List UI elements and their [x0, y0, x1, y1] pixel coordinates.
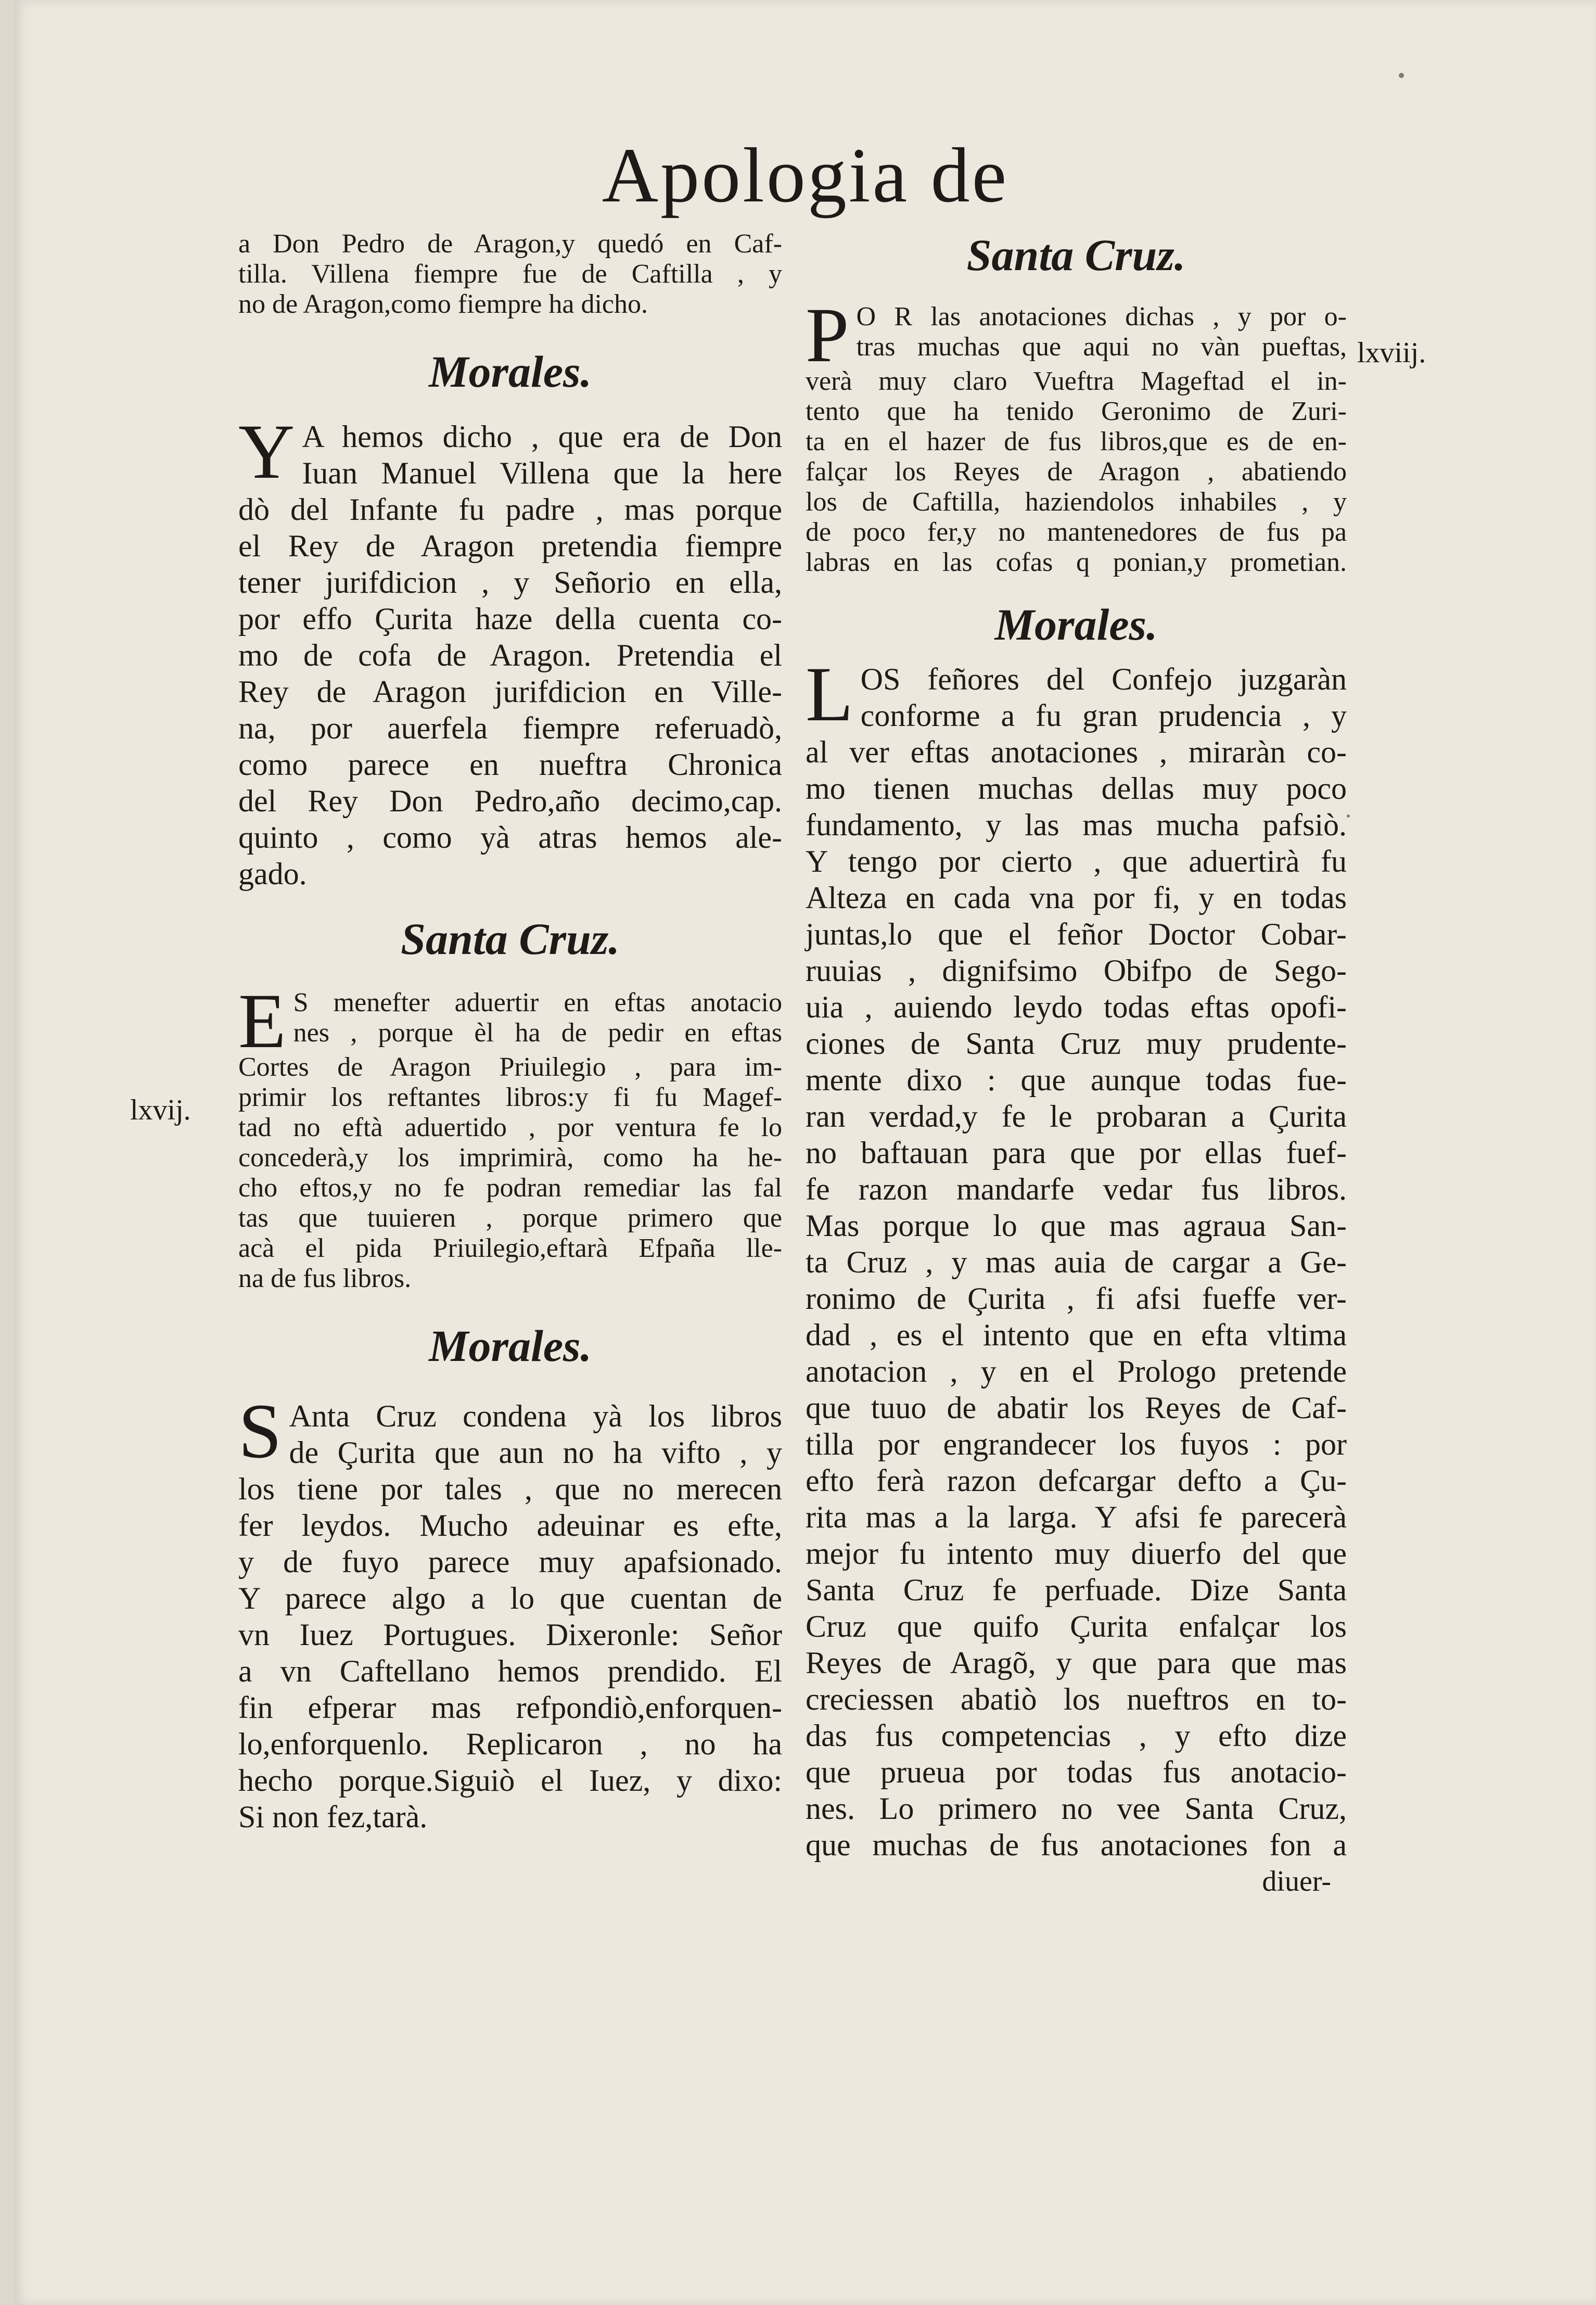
text-line: fin efperar mas refpondiò,enforquen-	[238, 1690, 782, 1725]
text-line: tilla por engrandecer los fuyos : por	[806, 1427, 1347, 1461]
text-line: tento que ha tenido Geronimo de Zuri-	[806, 397, 1347, 426]
text-line: ta Cruz , y mas auia de cargar a Ge-	[806, 1245, 1347, 1279]
text-line: juntas,lo que el feñor Doctor Cobar-	[806, 917, 1347, 951]
ink-speck	[1347, 814, 1350, 818]
text-line: nes. Lo primero no vee Santa Cruz,	[806, 1791, 1347, 1826]
paragraph	[238, 1388, 782, 1835]
text-line: uia , auiendo leydo todas eftas opofi-	[806, 990, 1347, 1024]
text-line: Cruz que quifo Çurita enfalçar los	[806, 1609, 1347, 1644]
text-line: A hemos dicho , que era de Don	[302, 419, 782, 454]
text-line: concederà,y los imprimirà, como ha he-	[238, 1143, 782, 1173]
section-heading: Morales.	[994, 600, 1158, 650]
paragraph	[238, 978, 782, 1294]
text-line: ran verdad,y fe le probaran a Çurita	[806, 1099, 1347, 1134]
section-heading: Santa Cruz.	[966, 230, 1186, 280]
text-line: O R las anotaciones dichas , y por o-	[856, 302, 1347, 332]
text-line: mejor fu intento muy diuerfo del que	[806, 1536, 1347, 1571]
text-line: primir los reftantes libros:y fi fu Magef-	[238, 1083, 782, 1112]
paragraph	[806, 651, 1347, 1863]
text-line: mo de cofa de Aragon. Pretendia el	[238, 638, 782, 672]
text-line: verà muy claro Vueftra Mageftad el in-	[806, 366, 1347, 396]
text-line: los de Caftilla, haziendolos inhabiles , y	[806, 487, 1347, 517]
text-line: Rey de Aragon jurifdicion en Ville-	[238, 674, 782, 709]
text-line: Iuan Manuel Villena que la here	[302, 456, 782, 490]
text-line: tener jurifdicion , y Señorio en ella,	[238, 565, 782, 600]
text-line: tad no eftà aduertido , por ventura fe lo	[238, 1113, 782, 1142]
text-line: a vn Caftellano hemos prendido. El	[238, 1654, 782, 1688]
text-line: por effo Çurita haze della cuenta co-	[238, 602, 782, 636]
text-line: que muchas de fus anotaciones fon a	[806, 1828, 1347, 1862]
text-line: que tuuo de abatir los Reyes de Caf-	[806, 1391, 1347, 1425]
text-line: Si non fez,tarà.	[238, 1800, 428, 1834]
text-line: S menefter aduertir en eftas anotacio	[293, 988, 782, 1017]
text-line: hecho porque.Siguiò el Iuez, y dixo:	[238, 1763, 782, 1798]
text-line: OS feñores del Confejo juzgaràn	[860, 662, 1347, 696]
text-line: na de fus libros.	[238, 1264, 412, 1293]
running-head: Apologia de	[602, 132, 1009, 219]
section-heading: Santa Cruz.	[401, 914, 620, 964]
page-leaf	[15, 0, 1596, 2305]
text-line: conforme a fu gran prudencia , y	[860, 698, 1347, 733]
ink-speck	[1399, 73, 1404, 78]
text-line: ronimo de Çurita , fi afsi fueffe ver-	[806, 1281, 1347, 1316]
text-line: los tiene por tales , que no merecen	[238, 1472, 782, 1506]
text-line: tas que tuuieren , porque primero que	[238, 1203, 782, 1233]
text-line: como parece en nueftra Chronica	[238, 747, 782, 782]
text-line: na, por auerfela fiempre referuadò,	[238, 711, 782, 745]
text-line: no baftauan para que por ellas fuef-	[806, 1136, 1347, 1170]
text-line: Y parece algo a lo que cuentan de	[238, 1581, 782, 1615]
text-line: mo tienen muchas dellas muy poco	[806, 771, 1347, 806]
text-line: Mas porque lo que mas agraua San-	[806, 1208, 1347, 1243]
text-line: a Don Pedro de Aragon,y quedó en Caf-	[238, 229, 782, 259]
text-line: que prueua por todas fus anotacio-	[806, 1755, 1347, 1789]
drop-cap: S	[238, 1388, 282, 1474]
paragraph	[806, 292, 1347, 578]
text-line: mente dixo : que aunque todas fue-	[806, 1063, 1347, 1097]
section-heading: Morales.	[429, 1321, 592, 1371]
text-line: fe razon mandarfe vedar fus libros.	[806, 1172, 1347, 1206]
text-line: gado.	[238, 857, 307, 891]
text-line: creciessen abatiò los nueftros en to-	[806, 1682, 1347, 1716]
text-line: dad , es el intento que en efta vltima	[806, 1318, 1347, 1352]
left-column	[238, 229, 782, 1835]
text-line: de poco fer,y no mantenedores de fus pa	[806, 517, 1347, 547]
drop-cap: L	[806, 651, 853, 737]
text-line: lo,enforquenlo. Replicaron , no ha	[238, 1727, 782, 1761]
text-line: al ver eftas anotaciones , miraràn co-	[806, 735, 1347, 769]
text-line: no de Aragon,como fiempre ha dicho.	[238, 289, 648, 319]
drop-cap: Y	[238, 409, 295, 495]
text-line: rita mas a la larga. Y afsi fe parecerà	[806, 1500, 1347, 1534]
text-line: Anta Cruz condena yà los libros	[289, 1399, 782, 1433]
text-line: labras en las cofas q ponian,y prometian.	[806, 547, 1347, 577]
text-line: Santa Cruz fe perfuade. Dize Santa	[806, 1573, 1347, 1607]
section-heading: Morales.	[429, 347, 592, 397]
text-line: ciones de Santa Cruz muy prudente-	[806, 1026, 1347, 1061]
text-line: fundamento, y las mas mucha pafsiò.	[806, 808, 1347, 842]
paragraph	[238, 409, 782, 892]
text-line: vn Iuez Portugues. Dixeronle: Señor	[238, 1618, 782, 1652]
text-line: acà el pida Priuilegio,eftarà Efpaña lle-	[238, 1233, 782, 1263]
text-line: Alteza en cada vna por fi, y en todas	[806, 881, 1347, 915]
right-column	[806, 229, 1347, 1900]
text-line: dò del Infante fu padre , mas porque	[238, 492, 782, 527]
margin-note-right: lxviij.	[1357, 337, 1426, 369]
text-line: quinto , como yà atras hemos ale-	[238, 820, 782, 855]
margin-note-left: lxvij.	[130, 1094, 191, 1126]
text-line: y de fuyo parece muy apafsionado.	[238, 1545, 782, 1579]
text-line: Cortes de Aragon Priuilegio , para im-	[238, 1052, 782, 1082]
text-line: ruuias , dignifsimo Obifpo de Sego-	[806, 953, 1347, 988]
text-line: cho eftos,y no fe podran remediar las fal	[238, 1173, 782, 1203]
text-line: das fus competencias , y efto dize	[806, 1718, 1347, 1753]
text-line: falçar los Reyes de Aragon , abatiendo	[806, 457, 1347, 487]
text-line: efto ferà razon defcargar defto a Çu-	[806, 1463, 1347, 1498]
text-line: fer leydos. Mucho adeuinar es efte,	[238, 1508, 782, 1543]
text-line: el Rey de Aragon pretendia fiempre	[238, 529, 782, 563]
text-line: de Çurita que aun no ha vifto , y	[289, 1435, 782, 1470]
text-line: del Rey Don Pedro,año decimo,cap.	[238, 784, 782, 818]
text-line: Reyes de Aragõ, y que para que mas	[806, 1646, 1347, 1680]
text-line: tras muchas que aqui no vàn pueftas,	[856, 332, 1347, 362]
text-line: Y tengo por cierto , que aduertirà fu	[806, 844, 1347, 878]
drop-cap: P	[806, 292, 849, 378]
text-line: anotacion , y en el Prologo pretende	[806, 1354, 1347, 1389]
drop-cap: E	[238, 978, 286, 1064]
text-line: nes , porque èl ha de pedir en eftas	[293, 1018, 782, 1048]
text-line: tilla. Villena fiempre fue de Caftilla , y	[238, 259, 782, 289]
text-line: ta en el hazer de fus libros,que es de en-	[806, 427, 1347, 456]
catchword: diuer-	[1262, 1865, 1331, 1898]
